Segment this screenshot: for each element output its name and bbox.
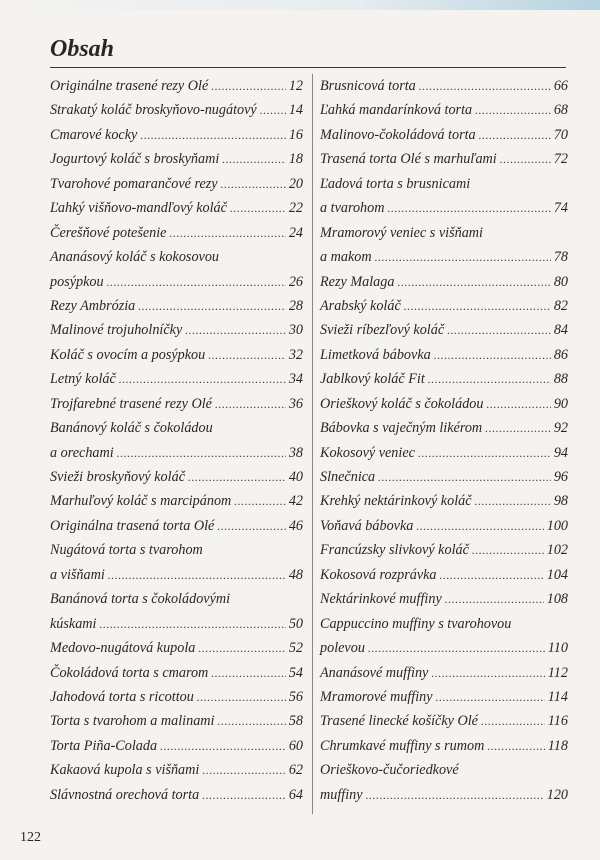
toc-entry-page: 118 bbox=[547, 737, 568, 754]
toc-entry bbox=[50, 298, 303, 322]
toc-entry-title: Čokoládová torta s cmarom bbox=[50, 664, 209, 681]
dot-leader bbox=[479, 128, 551, 143]
toc-entry-page: 80 bbox=[553, 273, 568, 290]
dot-leader bbox=[202, 788, 286, 803]
toc-entry bbox=[320, 200, 568, 224]
toc-entry-page: 102 bbox=[546, 542, 568, 559]
toc-entry bbox=[320, 102, 568, 126]
toc-entry-page: 104 bbox=[546, 566, 568, 583]
dot-leader bbox=[185, 323, 286, 338]
toc-entry-page: 110 bbox=[547, 640, 568, 657]
toc-entry-page: 30 bbox=[288, 322, 303, 339]
toc-entry-page: 38 bbox=[288, 444, 303, 461]
toc-entry-title: Kokosový veniec bbox=[320, 444, 415, 461]
toc-entry-page: 96 bbox=[553, 469, 568, 485]
dot-leader bbox=[375, 250, 551, 265]
dot-leader bbox=[215, 397, 286, 412]
toc-entry-title: Nektárinkové muffiny bbox=[320, 591, 442, 608]
toc-entry-page: 74 bbox=[553, 200, 568, 217]
toc-entry bbox=[320, 322, 568, 346]
toc-entry-page: 42 bbox=[288, 493, 303, 510]
toc-entry-title: Bábovka s vaječným likérom bbox=[320, 420, 483, 437]
toc-entry-page: 54 bbox=[288, 664, 303, 681]
toc-entry bbox=[50, 567, 303, 591]
dot-leader bbox=[211, 79, 286, 94]
title-rule bbox=[50, 67, 566, 68]
toc-entry-page: 70 bbox=[553, 126, 568, 143]
dot-leader bbox=[234, 494, 286, 509]
toc-entry bbox=[320, 445, 568, 469]
dot-leader bbox=[472, 543, 544, 558]
toc-entry bbox=[320, 78, 568, 102]
toc-entry-page: 32 bbox=[288, 346, 303, 363]
dot-leader bbox=[431, 666, 544, 681]
toc-right-column bbox=[320, 78, 568, 811]
toc-entry-page: 18 bbox=[288, 151, 303, 168]
toc-entry bbox=[320, 787, 568, 811]
toc-entry bbox=[50, 665, 303, 689]
page-number: 122 bbox=[20, 830, 41, 845]
toc-entry-page: 92 bbox=[553, 420, 568, 437]
toc-entry-page: 82 bbox=[553, 297, 568, 314]
toc-entry bbox=[320, 591, 568, 615]
toc-entry bbox=[320, 493, 568, 517]
toc-entry-title: Cappuccino muffiny s tvarohovou bbox=[320, 615, 512, 632]
toc-entry-page: 28 bbox=[288, 297, 303, 314]
toc-entry bbox=[320, 396, 568, 420]
toc-entry-title: Originálne trasené rezy Olé bbox=[50, 78, 209, 94]
toc-entry-title: Trasená torta Olé s marhuľami bbox=[320, 151, 497, 168]
toc-entry-page: 78 bbox=[553, 249, 568, 266]
toc-entry bbox=[50, 713, 303, 737]
toc-entry-title: posýpkou bbox=[50, 273, 104, 290]
toc-entry-title: kúskami bbox=[50, 615, 97, 632]
toc-entry-page: 114 bbox=[547, 688, 568, 705]
dot-leader bbox=[202, 763, 285, 778]
column-divider bbox=[312, 74, 313, 814]
toc-entry-title: a višňami bbox=[50, 566, 105, 583]
dot-leader bbox=[222, 152, 286, 167]
toc-entry bbox=[320, 347, 568, 371]
dot-leader bbox=[436, 690, 545, 705]
toc-entry-title: Koláč s ovocím a posýpkou bbox=[50, 346, 206, 363]
toc-entry bbox=[50, 787, 303, 811]
toc-entry-title: Trojfarebné trasené rezy Olé bbox=[50, 395, 212, 412]
dot-leader bbox=[211, 666, 286, 681]
dot-leader bbox=[217, 519, 285, 534]
dot-leader bbox=[208, 348, 286, 363]
toc-entry-title: Letný koláč bbox=[50, 371, 116, 388]
toc-entry-page: 50 bbox=[288, 615, 303, 632]
page-title: Obsah bbox=[50, 36, 115, 62]
dot-leader bbox=[500, 152, 551, 167]
toc-entry-title: muffiny bbox=[320, 786, 363, 803]
dot-leader bbox=[419, 79, 551, 94]
toc-entry-title: Čerešňové potešenie bbox=[50, 224, 167, 241]
toc-entry bbox=[50, 151, 303, 175]
toc-entry-page: 68 bbox=[553, 102, 568, 119]
dot-leader bbox=[418, 446, 551, 461]
toc-entry-page: 22 bbox=[288, 200, 303, 217]
toc-entry-title: Limetková bábovka bbox=[320, 346, 431, 363]
toc-entry bbox=[320, 249, 568, 273]
toc-entry-title: Krehký nektárinkový koláč bbox=[320, 493, 472, 510]
toc-entry-title: Malinové trojuholníčky bbox=[50, 322, 183, 339]
toc-entry-title: Ľahká mandarínková torta bbox=[320, 102, 473, 119]
dot-leader bbox=[119, 372, 286, 387]
toc-entry bbox=[50, 225, 303, 249]
toc-entry-page: 84 bbox=[553, 322, 568, 339]
toc-entry bbox=[320, 176, 568, 200]
toc-entry-page: 48 bbox=[288, 566, 303, 583]
toc-entry-title: polevou bbox=[320, 640, 365, 657]
dot-leader bbox=[368, 641, 545, 656]
toc-entry-page: 66 bbox=[553, 78, 568, 94]
toc-entry-title: Trasené linecké košíčky Olé bbox=[320, 713, 478, 730]
dot-leader bbox=[487, 397, 551, 412]
toc-entry-title: Voňavá bábovka bbox=[320, 517, 414, 534]
toc-entry-page: 16 bbox=[288, 126, 303, 143]
dot-leader bbox=[447, 323, 551, 338]
toc-entry-title: Slávnostná orechová torta bbox=[50, 786, 200, 803]
toc-entry-title: Ľahký višňovo-mandľový koláč bbox=[50, 200, 227, 217]
toc-entry bbox=[320, 298, 568, 322]
toc-entry-page: 62 bbox=[288, 762, 303, 779]
toc-entry-title: Brusnicová torta bbox=[320, 78, 416, 94]
dot-leader bbox=[138, 299, 286, 314]
toc-entry bbox=[50, 322, 303, 346]
dot-leader bbox=[230, 201, 286, 216]
toc-entry-page: 120 bbox=[546, 786, 568, 803]
toc-entry-title: Francúzsky slivkový koláč bbox=[320, 542, 469, 559]
dot-leader bbox=[487, 739, 544, 754]
toc-entry-page: 94 bbox=[553, 444, 568, 461]
toc-entry-title: Rezy Malaga bbox=[320, 273, 395, 290]
toc-entry-page: 56 bbox=[288, 688, 303, 705]
toc-entry-title: Originálna trasená torta Olé bbox=[50, 517, 215, 534]
toc-entry bbox=[50, 518, 303, 542]
toc-entry-title: Marhuľový koláč s marcipánom bbox=[50, 493, 232, 510]
toc-entry-page: 40 bbox=[288, 469, 303, 485]
toc-entry-title: Tvarohové pomarančové rezy bbox=[50, 175, 218, 192]
dot-leader bbox=[117, 446, 286, 461]
toc-entry-page: 88 bbox=[553, 371, 568, 388]
toc-entry-page: 98 bbox=[553, 493, 568, 510]
toc-entry-title: Torta s tvarohom a malinami bbox=[50, 713, 215, 730]
toc-entry bbox=[320, 713, 568, 737]
toc-entry bbox=[320, 762, 568, 786]
toc-entry bbox=[320, 127, 568, 151]
toc-entry bbox=[50, 738, 303, 762]
toc-entry bbox=[320, 542, 568, 566]
toc-entry bbox=[50, 445, 303, 469]
toc-entry bbox=[320, 616, 568, 640]
dot-leader bbox=[100, 617, 286, 632]
toc-entry-title: Mramorový veniec s višňami bbox=[320, 224, 483, 241]
dot-leader bbox=[107, 275, 286, 290]
toc-entry-page: 52 bbox=[288, 640, 303, 657]
toc-entry-page: 108 bbox=[546, 591, 568, 608]
toc-entry bbox=[50, 127, 303, 151]
dot-leader bbox=[188, 470, 286, 485]
toc-entry-title: Torta Piña-Colada bbox=[50, 737, 158, 754]
toc-entry-page: 90 bbox=[553, 395, 568, 412]
toc-entry bbox=[50, 371, 303, 395]
toc-entry-title: Kakaová kupola s višňami bbox=[50, 762, 200, 779]
toc-entry-title: Orieškovo-čučoriedkové bbox=[320, 762, 459, 779]
toc-entry bbox=[320, 738, 568, 762]
toc-entry bbox=[50, 78, 303, 102]
toc-entry bbox=[320, 665, 568, 689]
toc-entry bbox=[50, 249, 303, 273]
toc-entry-title: Rezy Ambrózia bbox=[50, 297, 136, 314]
toc-entry bbox=[50, 396, 303, 420]
dot-leader bbox=[485, 421, 551, 436]
dot-leader bbox=[445, 592, 544, 607]
toc-entry bbox=[320, 225, 568, 249]
dot-leader bbox=[481, 714, 545, 729]
toc-entry-page: 116 bbox=[547, 713, 568, 730]
toc-entry-page: 112 bbox=[547, 664, 568, 681]
toc-entry-title: Orieškový koláč s čokoládou bbox=[320, 395, 484, 412]
top-edge-tint bbox=[0, 0, 600, 10]
toc-entry bbox=[50, 640, 303, 664]
toc-entry-page: 12 bbox=[288, 78, 303, 94]
toc-entry bbox=[320, 371, 568, 395]
toc-entry-title: Kokosová rozprávka bbox=[320, 566, 437, 583]
dot-leader bbox=[440, 568, 544, 583]
dot-leader bbox=[260, 103, 286, 118]
dot-leader bbox=[197, 690, 286, 705]
toc-entry-title: a orechami bbox=[50, 444, 114, 461]
toc-entry-page: 72 bbox=[553, 151, 568, 168]
toc-entry-title: Ľadová torta s brusnicami bbox=[320, 175, 471, 192]
dot-leader bbox=[416, 519, 543, 534]
dot-leader bbox=[198, 641, 285, 656]
toc-entry bbox=[50, 493, 303, 517]
toc-entry-title: Medovo-nugátová kupola bbox=[50, 640, 196, 657]
toc-entry-page: 60 bbox=[288, 737, 303, 754]
dot-leader bbox=[388, 201, 551, 216]
toc-entry bbox=[50, 420, 303, 444]
toc-entry-title: Jogurtový koláč s broskyňami bbox=[50, 151, 220, 168]
toc-left-column bbox=[50, 78, 303, 811]
toc-entry bbox=[50, 200, 303, 224]
toc-entry-title: Banánový koláč s čokoládou bbox=[50, 420, 213, 437]
toc-entry-page: 64 bbox=[288, 786, 303, 803]
dot-leader bbox=[434, 348, 551, 363]
toc-entry-page: 36 bbox=[288, 395, 303, 412]
toc-entry bbox=[50, 347, 303, 371]
toc-entry bbox=[320, 640, 568, 664]
toc-entry-title: a makom bbox=[320, 249, 372, 266]
dot-leader bbox=[218, 714, 286, 729]
toc-entry bbox=[50, 469, 303, 493]
toc-entry-title: Ananásové muffiny bbox=[320, 664, 429, 681]
dot-leader bbox=[475, 103, 551, 118]
toc-entry bbox=[50, 762, 303, 786]
toc-entry-title: Arabský koláč bbox=[320, 297, 401, 314]
toc-entry bbox=[320, 689, 568, 713]
toc-entry-title: Svieži ríbezľový koláč bbox=[320, 322, 445, 339]
toc-entry bbox=[320, 420, 568, 444]
dot-leader bbox=[366, 788, 544, 803]
dot-leader bbox=[140, 128, 285, 143]
toc-entry-title: Malinovo-čokoládová torta bbox=[320, 126, 476, 143]
toc-entry-title: Cmarové kocky bbox=[50, 126, 138, 143]
dot-leader bbox=[404, 299, 551, 314]
dot-leader bbox=[221, 177, 286, 192]
toc-entry-page: 34 bbox=[288, 371, 303, 388]
toc-entry bbox=[50, 274, 303, 298]
toc-entry-page: 86 bbox=[553, 346, 568, 363]
dot-leader bbox=[475, 494, 551, 509]
toc-entry-page: 20 bbox=[288, 175, 303, 192]
toc-entry-title: Chrumkavé muffiny s rumom bbox=[320, 737, 485, 754]
toc-entry bbox=[320, 518, 568, 542]
toc-entry bbox=[50, 616, 303, 640]
toc-entry bbox=[320, 274, 568, 298]
toc-entry bbox=[50, 591, 303, 615]
toc-entry-title: a tvarohom bbox=[320, 200, 385, 217]
toc-entry bbox=[50, 102, 303, 126]
toc-entry bbox=[50, 176, 303, 200]
dot-leader bbox=[160, 739, 286, 754]
toc-entry bbox=[320, 567, 568, 591]
dot-leader bbox=[397, 275, 550, 290]
dot-leader bbox=[428, 372, 551, 387]
toc-entry-page: 100 bbox=[546, 517, 568, 534]
toc-entry-title: Jahodová torta s ricottou bbox=[50, 688, 194, 705]
dot-leader bbox=[378, 470, 551, 485]
toc-entry bbox=[50, 689, 303, 713]
toc-entry-title: Nugátová torta s tvarohom bbox=[50, 542, 203, 559]
toc-entry-page: 26 bbox=[288, 273, 303, 290]
toc-entry-title: Ananásový koláč s kokosovou bbox=[50, 249, 220, 266]
toc-entry-title: Slnečnica bbox=[320, 469, 376, 485]
toc-entry-title: Strakatý koláč broskyňovo-nugátový bbox=[50, 102, 257, 119]
toc-entry-title: Banánová torta s čokoládovými bbox=[50, 591, 231, 608]
toc-entry bbox=[320, 151, 568, 175]
toc-entry-page: 24 bbox=[288, 224, 303, 241]
toc-entry-title: Jablkový koláč Fit bbox=[320, 371, 425, 388]
toc-entry bbox=[50, 542, 303, 566]
toc-entry-title: Mramorové muffiny bbox=[320, 688, 433, 705]
toc-entry-page: 58 bbox=[288, 713, 303, 730]
dot-leader bbox=[169, 226, 285, 241]
toc-entry-page: 46 bbox=[288, 517, 303, 534]
toc-entry bbox=[320, 469, 568, 493]
toc-entry-page: 14 bbox=[288, 102, 303, 119]
toc-entry-title: Svieži broskyňový koláč bbox=[50, 469, 185, 485]
dot-leader bbox=[108, 568, 286, 583]
